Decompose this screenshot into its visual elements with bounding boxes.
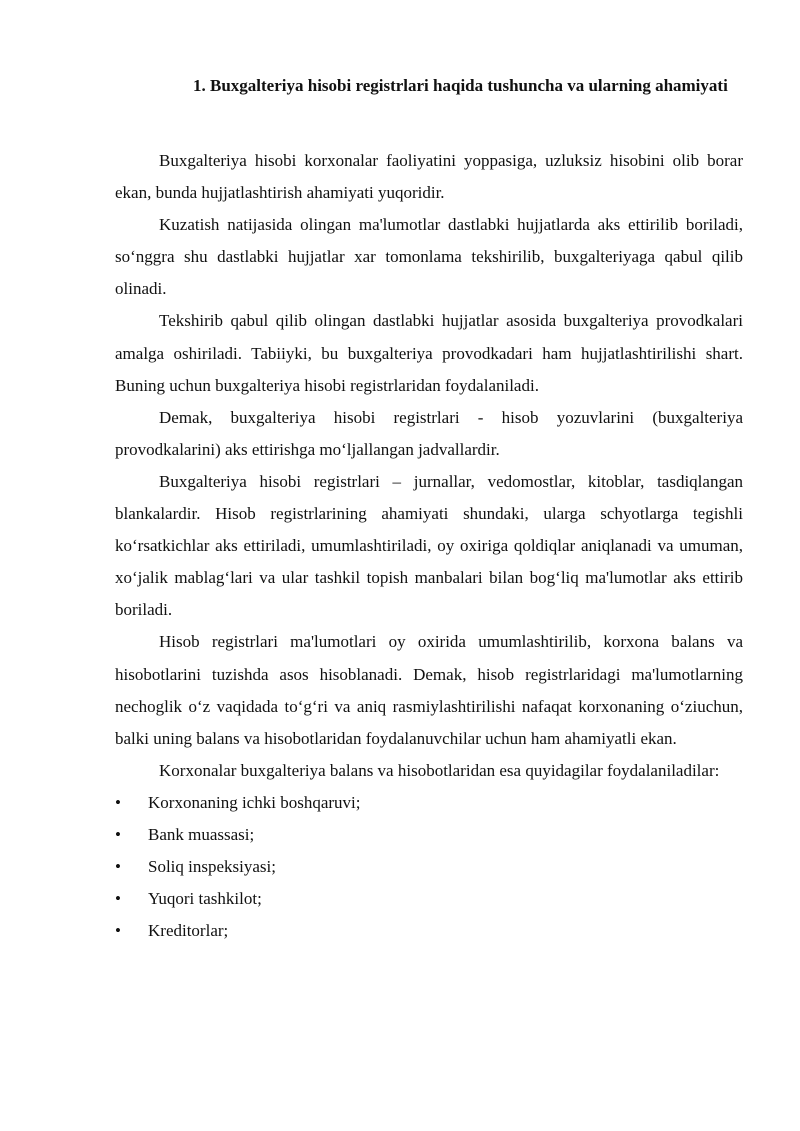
paragraph: Buxgalteriya hisobi korxonalar faoliyatini yoppasiga, uzluksiz hisobini olib borar ekan, bunda hujjatlashtirish ahamiyati yuqoridir. xyxy=(115,151,743,203)
user-list xyxy=(115,787,743,947)
list-item-text: Bank muassasi; xyxy=(148,824,255,844)
list-item xyxy=(115,883,743,915)
paragraph: Tekshirib qabul qilib olingan dastlabki hujjatlar asosida buxgalteriya provodkalari amalga oshiriladi. Tabiiyki, bu buxgalteriya provodkadari ham hujjatlashtirilishi shart. Buning uchun buxgalteriya hisobi registrlaridan foydalaniladi. xyxy=(115,311,743,395)
bullet-icon: • xyxy=(115,824,121,844)
bullet-icon: • xyxy=(115,792,121,812)
body-text xyxy=(115,145,743,947)
bullet-icon: • xyxy=(115,857,121,877)
list-item xyxy=(115,787,743,819)
list-item xyxy=(115,915,743,947)
list-item-text: Yuqori tashkilot; xyxy=(148,889,262,909)
section-title: 1. Buxgalteriya hisobi registrlari haqida tushuncha va ularning ahamiyati xyxy=(193,76,728,95)
bullet-icon: • xyxy=(115,889,121,909)
paragraph: Hisob registrlari ma'lumotlari oy oxirida umumlashtirilib, korxona balans va hisobotlarini tuzishda asos hisoblanadi. Demak, hisob registrlaridagi ma'lumotlarning nechoglik o‘z vaqidada to‘g‘ri va aniq rasmiylashtirilishi nafaqat korxonaning o‘ziuchun, balki uning balans va hisobotlaridan foydalanuvchilar uchun ham ahamiyatli ekan. xyxy=(115,632,743,748)
list-item-text: Soliq inspeksiyasi; xyxy=(148,857,276,877)
paragraph: Kuzatish natijasida olingan ma'lumotlar dastlabki hujjatlarda aks ettirilib boriladi, so‘nggra shu dastlabki hujjatlar xar tomonlama tekshirilib, buxgalteriyaga qabul qilib olinadi. xyxy=(115,215,743,299)
list-item xyxy=(115,851,743,883)
list-item xyxy=(115,819,743,851)
bullet-icon: • xyxy=(115,921,121,941)
list-item-text: Korxonaning ichki boshqaruvi; xyxy=(148,792,361,812)
list-item-text: Kreditorlar; xyxy=(148,921,229,941)
paragraph: Demak, buxgalteriya hisobi registrlari - hisob yozuvlarini (buxgalteriya provodkalarini) aks ettirishga mo‘ljallangan jadvallardir. xyxy=(115,407,743,459)
paragraph: Korxonalar buxgalteriya balans va hisobotlaridan esa quyidagilar foydalaniladilar: xyxy=(159,760,720,780)
paragraph: Buxgalteriya hisobi registrlari – jurnallar, vedomostlar, kitoblar, tasdiqlangan blankalardir. Hisob registrlarining ahamiyati shundaki, ularga schyotlarga tegishli ko‘rsatkichlar aks ettiriladi, umumlashtiriladi, oy oxiriga qoldiqlar aniqlanadi va umuman, xo‘jalik mablag‘lari va ular tashkil topish manbalari bilan bog‘liq ma'lumotlar aks ettirib boriladi. xyxy=(115,471,743,620)
